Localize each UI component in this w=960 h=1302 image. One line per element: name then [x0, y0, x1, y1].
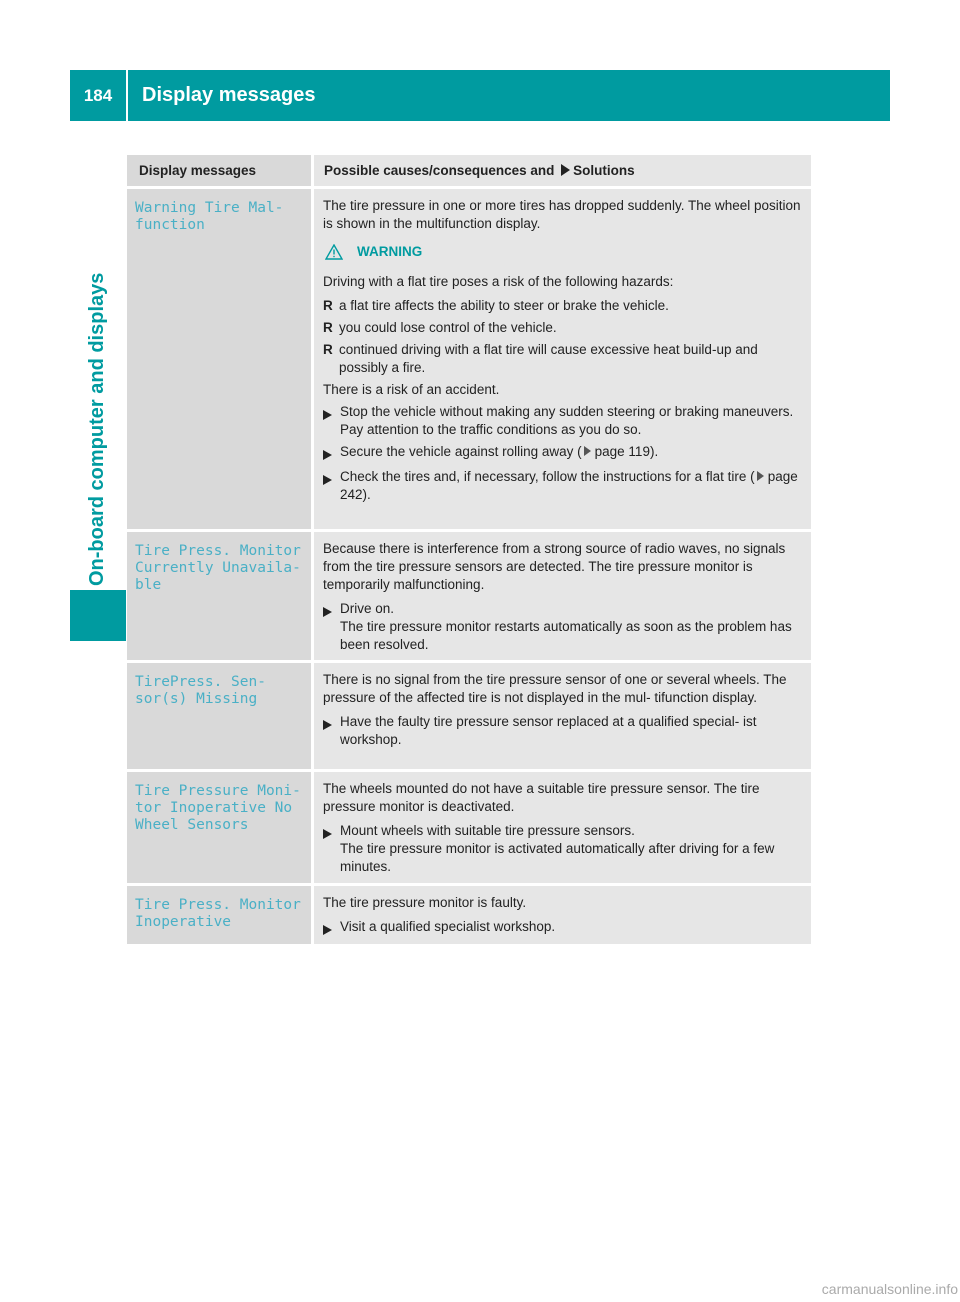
message-line: TirePress. Sen‐: [135, 674, 266, 690]
page-number: 184: [70, 70, 128, 121]
cause-text: There is no signal from the tire pressure sensor of one or several wheels. The pressure of the affected tire is not displayed in the mul‐ tifunction display.: [323, 672, 787, 705]
message-cell: [127, 189, 314, 529]
bullet-icon: R: [323, 298, 333, 313]
message-cell: [127, 772, 314, 883]
bullet-icon: R: [323, 342, 333, 357]
solution-cell: [314, 772, 811, 883]
warning-triangle-icon: [325, 244, 343, 260]
list-item: [323, 297, 805, 315]
column-header-solutions-label: Solutions: [573, 163, 635, 178]
risk-text: There is a risk of an accident.: [323, 382, 500, 397]
instruction-step: [323, 600, 805, 654]
message-cell: [127, 663, 314, 769]
solution-cell: [314, 663, 811, 769]
step-arrow-icon: [323, 829, 332, 839]
instruction-step: [323, 403, 805, 439]
page-title: Display messages: [142, 84, 316, 106]
solution-cell: [314, 886, 811, 944]
message-line: Tire Pressure Moni‐: [135, 783, 301, 799]
cause-text: The tire pressure in one or more tires has dropped suddenly. The wheel position is shown in the multifunction display.: [323, 198, 801, 231]
message-line: Currently Unavaila‐: [135, 560, 301, 576]
step-text: Secure the vehicle against rolling away (: [340, 444, 582, 459]
message-cell: [127, 886, 314, 944]
page-reference-link[interactable]: page 242).: [340, 469, 798, 502]
page-reference-icon: [757, 471, 764, 481]
step-text: Drive on.: [340, 601, 395, 616]
message-line: function: [135, 217, 205, 233]
instruction-step: [323, 822, 805, 876]
list-item-text: you could lose control of the vehicle.: [339, 320, 557, 335]
message-cell: [127, 532, 314, 660]
step-arrow-icon: [323, 607, 332, 617]
column-header-causes: Possible causes/consequences and: [324, 163, 555, 178]
message-line: sor(s) Missing: [135, 691, 258, 707]
instruction-step: [323, 713, 805, 749]
instruction-step: [323, 468, 805, 504]
step-arrow-icon: [323, 925, 332, 935]
message-line: Inoperative: [135, 914, 232, 930]
step-arrow-icon: [323, 475, 332, 485]
step-text: Have the faulty tire pressure sensor replaced at a qualified special‐ ist workshop.: [340, 714, 757, 747]
page-reference-link[interactable]: page 119).: [594, 444, 659, 459]
solution-cell: [314, 532, 811, 660]
step-text: Visit a qualified specialist workshop.: [340, 919, 556, 934]
hazard-intro: Driving with a flat tire poses a risk of the following hazards:: [323, 274, 674, 289]
table-header-row: [127, 155, 811, 186]
message-line: Tire Press. Monitor: [135, 897, 301, 913]
list-item: [323, 319, 805, 337]
instruction-step: [323, 443, 805, 464]
table-row: [127, 769, 811, 883]
message-line: Tire Press. Monitor: [135, 543, 301, 559]
column-header-messages: Display messages: [127, 155, 314, 186]
list-item-text: continued driving with a flat tire will cause excessive heat build-up and possibly a fire.: [339, 342, 758, 375]
step-arrow-icon: [323, 450, 332, 460]
warning-label: WARNING: [357, 244, 423, 259]
side-tab-marker: [70, 590, 126, 641]
message-line: Warning Tire Mal‐: [135, 200, 284, 216]
step-text: Mount wheels with suitable tire pressure sensors.: [340, 823, 635, 838]
table-row: [127, 660, 811, 769]
step-text: Check the tires and, if necessary, follow the instructions for a flat tire (: [340, 469, 755, 484]
table-row: [127, 529, 811, 660]
step-arrow-icon: [323, 410, 332, 420]
cause-text: The tire pressure monitor is faulty.: [323, 895, 527, 910]
message-line: tor Inoperative No: [135, 800, 293, 816]
display-messages-table: [127, 155, 811, 944]
list-item-text: a flat tire affects the ability to steer or brake the vehicle.: [339, 298, 669, 313]
list-item: [323, 341, 805, 377]
cause-text: Because there is interference from a strong source of radio waves, no signals from the tire pressure sensors are detected. The tire pressure monitor is temporarily malfunctioning.: [323, 541, 786, 592]
instruction-step: [323, 918, 805, 939]
cause-text: The wheels mounted do not have a suitable tire pressure sensor. The tire pressure monitor is deactivated.: [323, 781, 760, 814]
step-arrow-icon: [323, 720, 332, 730]
warning-heading: [325, 243, 805, 261]
step-detail-text: The tire pressure monitor restarts automatically as soon as the problem has been resolved.: [340, 619, 792, 652]
solution-cell: [314, 189, 811, 529]
table-row: [127, 186, 811, 529]
page-reference-icon: [584, 446, 591, 456]
side-tab-label: On-board computer and displays: [85, 272, 108, 586]
page-header: [70, 70, 890, 121]
step-text: Stop the vehicle without making any sudden steering or braking maneuvers. Pay attention to the traffic conditions as you do so.: [340, 404, 794, 437]
message-line: Wheel Sensors: [135, 817, 249, 833]
bullet-icon: R: [323, 320, 333, 335]
step-arrow-icon: [561, 164, 570, 176]
footer-watermark: carmanualsonline.info: [821, 1281, 958, 1297]
column-header-solutions: [314, 155, 811, 186]
table-row: [127, 883, 811, 944]
step-detail-text: The tire pressure monitor is activated automatically after driving for a few minutes.: [340, 841, 775, 874]
message-line: ble: [135, 577, 162, 593]
